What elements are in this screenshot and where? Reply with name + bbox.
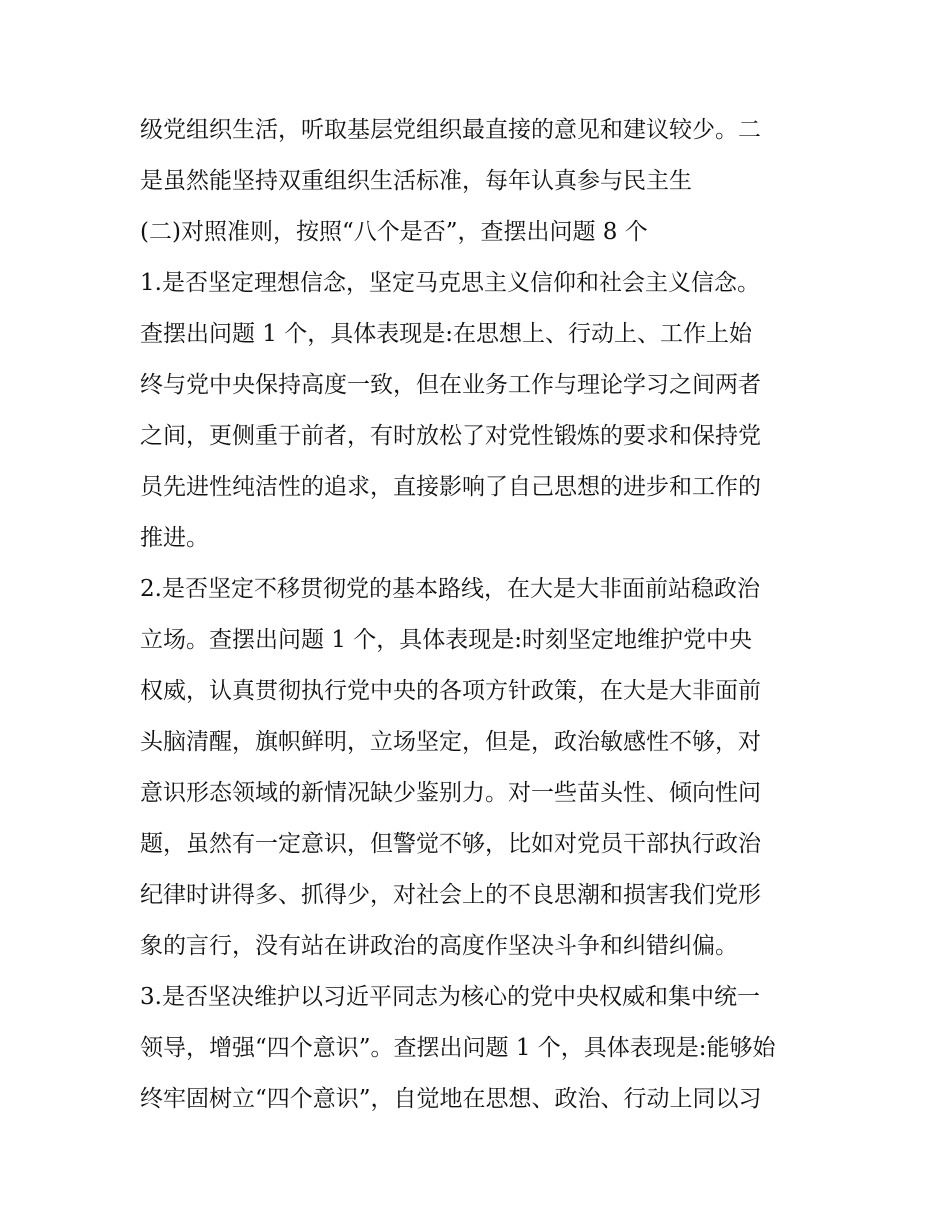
text-line: 权威，认真贯彻执行党中央的各项方针政策，在大是大非面前 xyxy=(140,678,761,704)
text-line: 象的言行，没有站在讲政治的高度作坚决斗争和纠错纠偏。 xyxy=(140,933,738,959)
text-line: 终与党中央保持高度一致，但在业务工作与理论学习之间两者 xyxy=(140,372,761,398)
text-line: 立场。查摆出问题 1 个，具体表现是:时刻坚定地维护党中央 xyxy=(140,627,753,653)
text-line: 头脑清醒，旗帜鲜明，立场坚定，但是，政治敏感性不够，对 xyxy=(140,729,761,755)
text-line: 纪律时讲得多、抓得少，对社会上的不良思潮和损害我们党形 xyxy=(140,882,761,908)
text-line: 终牢固树立“四个意识”，自觉地在思想、政治、行动上同以习 xyxy=(140,1086,762,1112)
text-line: 级党组织生活，听取基层党组织最直接的意见和建议较少。二 xyxy=(140,117,761,143)
text-line: 查摆出问题 1 个，具体表现是:在思想上、行动上、工作上始 xyxy=(140,321,753,347)
section-heading: (二)对照准则，按照“八个是否”，查摆出问题 8 个 xyxy=(140,219,648,245)
text-line: 员先进性纯洁性的追求，直接影响了自己思想的进步和工作的 xyxy=(140,474,761,500)
item-heading: 1.是否坚定理想信念，坚定马克思主义信仰和社会主义信念。 xyxy=(140,270,760,296)
text-line: 题，虽然有一定意识，但警觉不够，比如对党员干部执行政治 xyxy=(140,831,761,857)
document-body xyxy=(140,105,820,1125)
item-heading: 3.是否坚决维护以习近平同志为核心的党中央权威和集中统一 xyxy=(140,984,760,1010)
text-line: 推进。 xyxy=(140,525,209,551)
text-line: 之间，更侧重于前者，有时放松了对党性锻炼的要求和保持党 xyxy=(140,423,761,449)
text-line: 意识形态领域的新情况缺少鉴别力。对一些苗头性、倾向性问 xyxy=(140,780,761,806)
text-line: 领导，增强“四个意识”。查摆出问题 1 个，具体表现是:能够始 xyxy=(140,1035,776,1061)
text-line: 是虽然能坚持双重组织生活标准，每年认真参与民主生 xyxy=(140,168,692,194)
item-heading: 2.是否坚定不移贯彻党的基本路线，在大是大非面前站稳政治 xyxy=(140,576,760,602)
